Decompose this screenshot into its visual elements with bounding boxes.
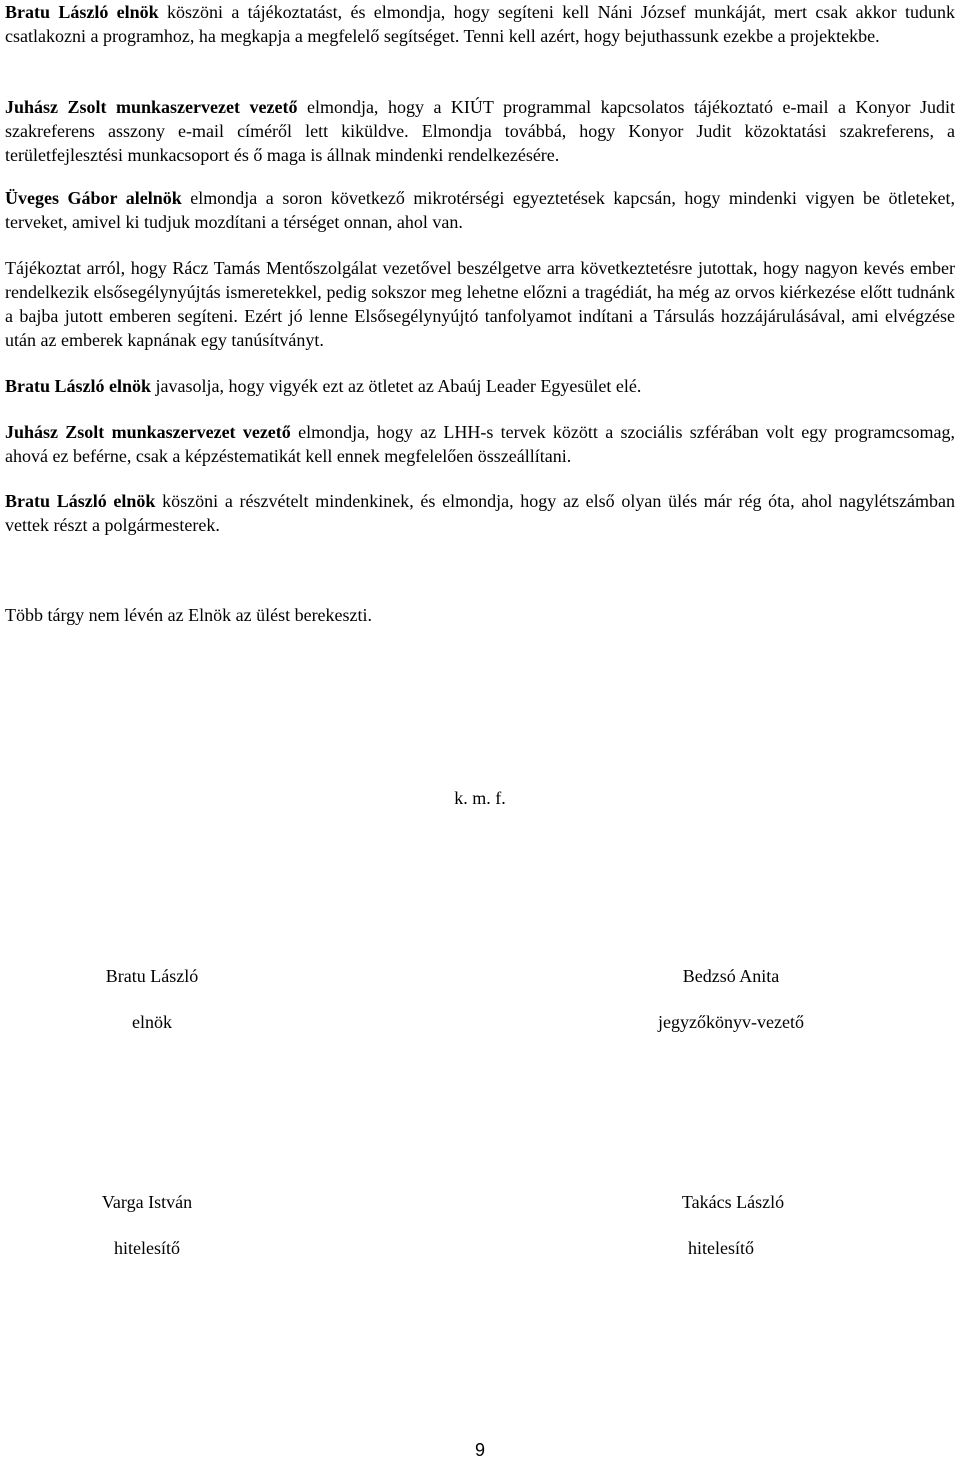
paragraph-text: köszöni a tájékoztatást, és elmondja, hogy segíteni kell Náni József munkáját, mert csak akkor tudunk csatlakozni a programhoz, ha megkapja a megfelelő segítséget. Tenni kell azért, hogy bejuthassunk ezekbe a projektekbe. [5,2,955,46]
paragraph-6 [5,420,955,468]
paragraph-text: köszöni a részvételt mindenkinek, és elmondja, hogy az első olyan ülés már rég óta, ahol nagylétszámban vettek részt a polgármesterek. [5,491,956,535]
signature-name-left: Bratu László [105,966,199,986]
signature-name-left: Varga István [101,1192,193,1212]
signature-role-right: jegyzőkönyv-vezető [658,1012,804,1032]
signature-name-right: Bedzsó Anita [682,966,780,986]
paragraph-7 [5,489,955,537]
speaker-name: Juhász Zsolt munkaszervezet vezető [5,97,298,117]
paragraph-text: Több tárgy nem lévén az Elnök az ülést berekeszti. [5,605,373,625]
speaker-name: Üveges Gábor alelnök [5,188,182,208]
paragraph-3 [5,186,955,234]
speaker-name: Juhász Zsolt munkaszervezet vezető [5,422,291,442]
signature-role-left: hitelesítő [114,1238,180,1258]
page-number: 9 [474,1440,485,1460]
paragraph-text: elmondja, hogy az LHH-s tervek között a szociális szférában volt egy programcsomag, ahová ez beférne, csak a képzéstematikát kell ennek megfelelően összeállítani. [5,422,955,466]
signature-role-right: hitelesítő [688,1238,754,1258]
paragraph-text: Tájékoztat arról, hogy Rácz Tamás Mentőszolgálat vezetővel beszélgetve arra következtetésre jutottak, hogy nagyon kevés ember rendelkezik elsősegélynyújtás ismeretekkel, pedig sokszor meg lehetne előzni a tragédiát, ha még az orvos kiérkezése előtt tudnánk a bajba jutott emberen segíteni. Ezért jó lenne Elsősegélynyújtó tanfolyamot indítani a Társulás hozzájárulásával, ami elvégzése után az emberek kapnának egy tanúsítványt. [5,258,955,350]
speaker-name: Bratu László elnök [5,2,159,22]
paragraph-text: elmondja, hogy a KIÚT programmal kapcsolatos tájékoztató e-mail a Konyor Judit szakreferens asszony e-mail címéről lett kiküldve. Elmondja továbbá, hogy Konyor Judit közoktatási szakreferens, a területfejlesztési munkacsoport és ő maga is állnak mindenki rendelkezésére. [5,97,955,165]
paragraph-5 [5,374,955,398]
paragraph-1 [5,0,955,48]
signature-name-right: Takács László [681,1192,785,1212]
paragraph-4 [5,256,955,352]
closing-mark: k. m. f. [454,788,506,808]
paragraph-2 [5,95,955,167]
paragraph-8 [5,603,955,627]
paragraph-text: javasolja, hogy vigyék ezt az ötletet az Abaúj Leader Egyesület elé. [151,376,642,396]
speaker-name: Bratu László elnök [5,376,152,396]
speaker-name: Bratu László elnök [5,491,156,511]
signature-role-left: elnök [132,1012,172,1032]
paragraph-text: elmondja a soron következő mikrotérségi egyeztetések kapcsán, hogy mindenki vigyen be ötleteket, terveket, amivel ki tudjuk mozdítani a térséget onnan, ahol van. [5,188,955,232]
